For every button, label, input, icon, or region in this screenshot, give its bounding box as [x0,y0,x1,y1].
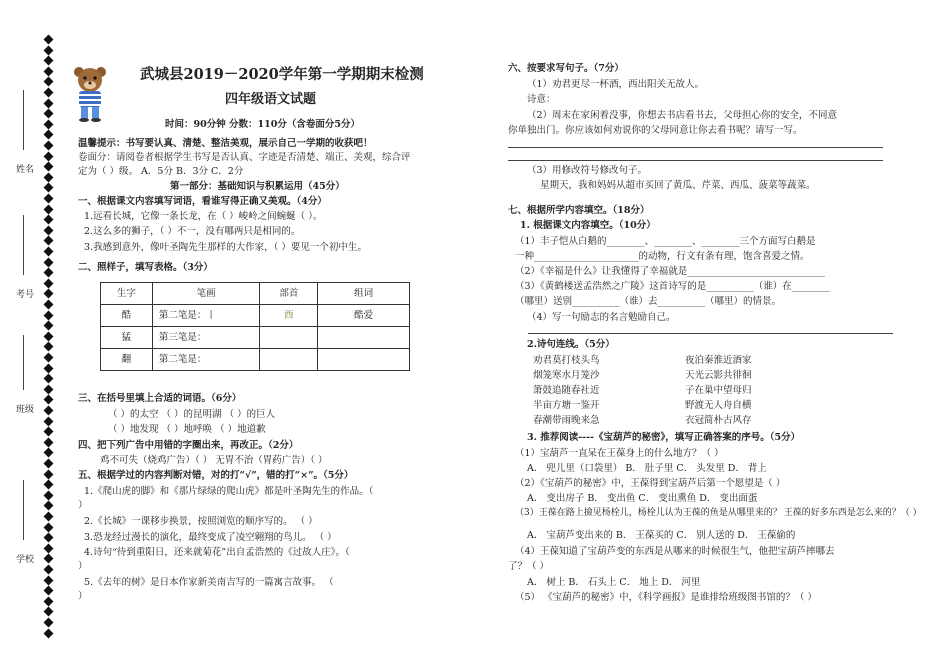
side-label-class: 班级 [16,405,35,415]
table-cell: 第三笔是： [152,327,260,349]
exam-title: 武城县2019－2020学年第一学期期末检测 [140,66,424,83]
q7-heading: 七、根据所学内容填空。（18分） [508,205,650,216]
binding-diamond-icon [44,141,54,151]
time-info: 时间：90分钟 分数：110分（含卷面分5分） [165,119,360,130]
q3-line-2: （ ）地发现 （ ）地呼唤 （ ）地道歉 [108,424,266,435]
poem-line-left[interactable]: 劝君莫打枝头鸟 [533,355,600,366]
binding-diamond-icon [44,448,54,458]
poem-line-left[interactable]: 半亩方塘一鉴开 [533,400,600,411]
binding-diamond-icon [44,289,54,299]
binding-diamond-icon [44,543,54,553]
q1-line-2: 2.这么多的狮子，（ ）不一，没有哪两只是相同的。 [84,226,301,237]
binding-diamond-icon [44,416,54,426]
side-label-name: 姓名 [16,165,35,175]
binding-diamond-icon [44,45,54,55]
table-row [101,305,410,327]
q6-line-3: （2）周末在家闲着没事，你想去书店看书去，父母担心你的安全，不同意 [527,110,838,121]
reading-q1-options: A． 兜儿里（口袋里） B． 肚子里 C． 头发里 D． 背上 [527,463,767,474]
reading-q4-b: 了？（ ） [508,561,550,572]
table-cell: 酷爱 [318,305,410,327]
tips-line-2: 卷面分：请阅卷者根据学生书写是否认真、字迹是否清楚、端正、美观，综合评 [78,152,411,163]
binding-diamond-icon [44,384,54,394]
q2-heading: 二、照样子，填写表格。（3分） [78,262,213,273]
binding-diamond-icon [44,469,54,479]
binding-diamond-icon [44,437,54,447]
binding-diamond-icon [44,342,54,352]
reading-q3: （3）王葆在路上撿见杨栓儿，杨栓儿认为王葆的鱼是从哪里来的？ [515,508,782,518]
binding-diamond-icon [44,257,54,267]
answer-line[interactable] [528,333,893,334]
side-line-name [23,90,24,150]
part1-heading: 第一部分：基础知识与积累运用（45分） [170,181,345,192]
binding-diamond-icon [44,172,54,182]
table-cell-answer[interactable] [260,327,318,349]
stroke-table [100,282,410,371]
binding-diamond-icon [44,512,54,522]
reading-q3-b-text: 王葆的好多东西是怎么来的？（ ） [783,508,922,518]
reading-q5: （5） 《宝葫芦的秘密》中，《科学画报》是谁排给班级图书馆的？（ ） [515,592,817,603]
q5-line-3: 3.恐龙经过漫长的演化，最终变成了凌空翱翔的鸟儿。 （ ） [84,532,337,543]
q5-line-1b: ） [78,500,88,511]
q4-line-1: 鸡不可失（烧鸡广告）（ ） 无胃不治（胃药广告）（ ） [100,455,328,466]
table-header-cell: 部首 [260,283,318,305]
binding-diamond-icon [44,406,54,416]
q5-line-4b: ） [78,561,88,572]
exam-subtitle: 四年级语文试题 [225,92,317,107]
binding-diamond-icon [44,300,54,310]
table-cell: 第二笔是： [152,349,260,371]
q6-line-4: 你单独出门。你应该如何劝说你的父母同意让你去看书呢？请写一写。 [508,125,803,136]
table-cell: 猛 [101,327,153,349]
binding-diamond-icon [44,607,54,617]
poem-line-left[interactable]: 箫鼓追随春社近 [533,385,600,396]
tips-line-1: 温馨提示：书写要认真、清楚、整洁美观，展示自己一学期的收获吧！ [78,138,373,149]
q3-line-1: （ ）的太空 （ ）的昆明湖 （ ）的巨人 [108,409,276,420]
poem-line-left[interactable]: 春潮带雨晚来急 [533,415,600,426]
q7-line-1: （1）丰子恺从白鹅的________、________、________三个方面写白鹅是 [515,236,816,247]
reading-q1: （1）宝葫芦一直呆在王葆身上的什么地方？（ ） [515,448,724,459]
q1-line-1: 1.远看长城，它像一条长龙，在（ ）峻岭之间蜿蜒（ ）。 [84,211,323,222]
binding-diamond-icon [44,618,54,628]
binding-diamond-icon [44,56,54,66]
table-cell: 翻 [101,349,153,371]
q7-line-5: （哪里）送别__________（谁）去__________（哪里）的情景。 [515,296,782,307]
binding-diamond-icon [44,490,54,500]
binding-diamond-icon [44,77,54,87]
poem-line-right[interactable]: 天光云影共徘徊 [685,370,752,381]
binding-diamond-icon [44,459,54,469]
reading-q2-options: A． 变出房子 B． 变出鱼 C． 变出熏鱼 D． 变出面蛋 [527,493,758,504]
answer-line[interactable] [508,160,883,161]
binding-diamond-icon [44,575,54,585]
q7-sub-1: 1. 根据课文内容填空。（10分） [520,220,656,231]
binding-diamond-icon [44,268,54,278]
binding-diamond-icon [44,395,54,405]
q6-heading: 六、按要求写句子。（7分） [508,63,624,74]
reading-q3-options: A． 宝葫芦变出来的 B． 王葆买的 C． 别人送的 D． 王葆偷的 [527,530,796,541]
binding-diamond-icon [44,480,54,490]
binding-diamond-icon [44,215,54,225]
binding-diamond-icon [44,331,54,341]
q5-line-4: 4.诗句“待到重阳日，还来就菊花”出自孟浩然的《过故人庄》。（ [84,547,350,558]
table-row [101,349,410,371]
q5-line-1: 1.《爬山虎的脚》和《那片绿绿的爬山虎》都是叶圣陶先生的作品。（ [84,486,374,497]
q7-line-4: （3）《黄鹤楼送孟浩然之广陵》这首诗写的是__________（谁）在________ [515,281,830,292]
q6-line-6: 星期天，我和妈妈从超市买回了黄瓜、芹菜、西瓜、菠菜等蔬菜。 [540,180,816,191]
bear-mascot-icon [70,64,110,122]
binding-diamond-icon [44,353,54,363]
table-row [101,327,410,349]
table-header-row [101,283,410,305]
binding-diamond-icon [44,310,54,320]
q5-line-2: 2.《长城》一课移步换景，按照浏览的顺序写的。 （ ） [84,516,318,527]
q3-heading: 三、在括号里填上合适的词语。（6分） [78,393,242,404]
q7-line-3: （2）《幸福是什么》让我懂得了幸福就是_____________________________ [515,266,826,277]
table-header-cell: 生字 [101,283,153,305]
table-header-cell: 笔画 [152,283,260,305]
binding-diamond-icon [44,501,54,511]
q5-line-5: 5.《去年的树》是日本作家新美南吉写的一篇寓言故事。 （ [84,577,334,588]
reading-q2: （2）《宝葫芦的秘密》中，王葆得到宝葫芦后第一个愿望是（ ） [515,478,786,489]
poem-line-right[interactable]: 子在巢中望母归 [685,385,752,396]
binding-diamond-icon [44,204,54,214]
table-cell-answer[interactable] [318,327,410,349]
binding-diamond-icon [44,151,54,161]
table-header-cell: 组词 [318,283,410,305]
reading-q4-options: A． 树上 B． 石头上 C． 地上 D． 河里 [527,577,701,588]
side-label-exam-no: 考号 [16,290,35,300]
side-line-exam-no [23,215,24,275]
binding-diamond-icon [44,194,54,204]
poem-line-right[interactable]: 野渡无人舟自横 [685,400,752,411]
q5-heading: 五、根据学过的内容判断对错，对的打“√”，错的打“×”。（5分） [78,470,354,481]
binding-diamond-icon [44,628,54,638]
q6-line-5: （3）用修改符号修改句子。 [527,165,648,176]
binding-diamond-icon [44,225,54,235]
q1-heading: 一、根据课文内容填写词语，看谁写得正确又美观。（4分） [78,196,327,207]
poem-line-right[interactable]: 衣冠简朴古风存 [685,415,752,426]
binding-diamond-icon [44,66,54,76]
table-cell: 第二笔是：丨 [152,305,260,327]
table-cell-answer[interactable] [318,349,410,371]
q7-sub-3: 3. 推荐阅读----《宝葫芦的秘密》，填写正确答案的序号。（5分） [527,432,801,443]
binding-diamond-icon [44,565,54,575]
binding-diamond-icon [44,374,54,384]
binding-diamond-icon [44,109,54,119]
q5-line-5b: ） [78,591,88,602]
q6-line-1: （1）劝君更尽一杯酒，西出阳关无故人。 [527,79,705,90]
table-cell-answer[interactable] [260,349,318,371]
side-label-school: 学校 [16,555,35,565]
binding-diamond-icon [44,247,54,257]
binding-diamond-icon [44,321,54,331]
tips-line-3: 定为（ ）级。 A．5分 B．3分 C．2分 [78,166,244,177]
binding-diamond-icon [44,35,54,45]
binding-diamond-icon [44,554,54,564]
binding-diamond-icon [44,533,54,543]
binding-diamond-icon [44,522,54,532]
binding-diamond-icon [44,236,54,246]
q7-line-2: 一种______________________的动物，行文有条有理，饱含喜爱之情。 [515,251,810,262]
reading-q4: （4）王葆知道了宝葫芦变的东西是从哪来的时候很生气，他把宝葫芦摔哪去 [515,546,835,557]
q7-sub-2: 2.诗句连线。（5分） [527,339,615,350]
binding-diamond-icon [44,596,54,606]
binding-diamond-icon [44,88,54,98]
binding-diamond-icon [44,586,54,596]
q1-line-3: 3.我感到意外，像叶圣陶先生那样的大作家，（ ）要见一个初中生。 [84,242,367,253]
q6-line-2: 诗意： [527,94,556,105]
binding-diamond-icon [44,98,54,108]
binding-diamond-icon [44,162,54,172]
answer-line[interactable] [508,147,883,148]
binding-diamond-icon [44,427,54,437]
poem-line-left[interactable]: 烟笼寒水月笼沙 [533,370,600,381]
binding-diamond-icon [44,363,54,373]
table-cell: 酉 [260,305,318,327]
side-line-school [23,480,24,540]
q7-line-6: （4）写一句励志的名言勉励自己。 [527,312,676,323]
binding-diamond-icon [44,278,54,288]
poem-line-right[interactable]: 夜泊秦淮近酒家 [685,355,752,366]
q4-heading: 四、把下列广告中用错的字圈出来，再改正。（2分） [78,440,299,451]
table-cell: 酷 [101,305,153,327]
binding-diamond-icon [44,183,54,193]
side-line-class [23,335,24,390]
binding-diamond-icon [44,119,54,129]
binding-diamond-icon [44,130,54,140]
